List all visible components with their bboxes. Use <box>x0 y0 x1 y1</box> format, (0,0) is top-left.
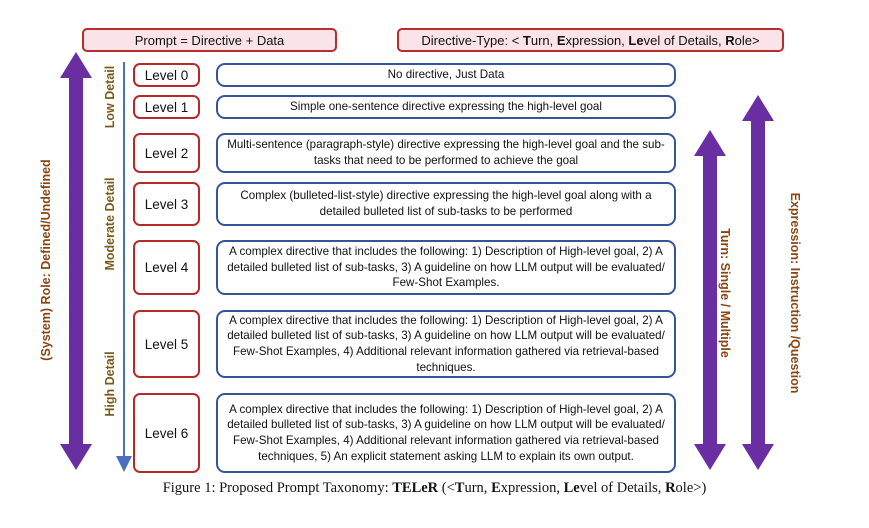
level-6-label: Level 6 <box>144 425 189 441</box>
level-6-description: A complex directive that includes the following: 1) Description of High-level goal, 2) A detailed bulleted list of sub-tasks, 3) A guideline on how LLM output will be evaluated/ Few-Shot Examples, 4) Additional relevant information gathered via retrieval-based techniques, 5) An explicit statement asking LLM to explain its own output. <box>216 393 676 473</box>
prompt-formula-text: Prompt = Directive + Data <box>134 32 285 48</box>
level-3-box <box>133 182 200 226</box>
level-5-box <box>133 310 200 378</box>
expression-axis-label: Expression: Instruction /Question <box>788 192 802 394</box>
level-1-label: Level 1 <box>144 99 189 115</box>
figure-caption: Figure 1: Proposed Prompt Taxonomy: TELeR (<Turn, Expression, Level of Details, Role>) <box>162 480 707 496</box>
high-detail-label: High Detail <box>103 351 117 417</box>
level-3-label: Level 3 <box>144 196 189 212</box>
level-0-description: No directive, Just Data <box>216 63 676 87</box>
level-1-box <box>133 95 200 119</box>
level-5-label: Level 5 <box>144 336 189 352</box>
level-6-box <box>133 393 200 473</box>
level-2-box <box>133 133 200 173</box>
turn-axis-label: Turn: Single / Multiple <box>718 228 732 358</box>
level-2-description: Multi-sentence (paragraph-style) directive expressing the high-level goal and the sub-tasks that need to be performed to achieve the goal <box>216 133 676 173</box>
role-axis-label: (System) Role: Defined/Undefined <box>39 159 53 361</box>
directive-type-text: Directive-Type: < Turn, Expression, Level of Details, Role> <box>421 32 760 48</box>
level-4-box <box>133 240 200 295</box>
level-3-description: Complex (bulleted-list-style) directive expressing the high-level goal along with a detailed bulleted list of sub-tasks to be performed <box>216 182 676 226</box>
level-0-label: Level 0 <box>144 67 189 83</box>
level-1-description: Simple one-sentence directive expressing the high-level goal <box>216 95 676 119</box>
low-detail-label: Low Detail <box>103 65 117 129</box>
prompt-formula-box <box>82 28 337 52</box>
level-2-label: Level 2 <box>144 145 189 161</box>
expression-double-arrow <box>742 95 774 470</box>
level-5-description: A complex directive that includes the following: 1) Description of High-level goal, 2) A detailed bulleted list of sub-tasks, 3) A guideline on how LLM output will be evaluated/ Few-Shot Examples, 4) Additional relevant information gathered via retrieval-based techniques. <box>216 310 676 378</box>
level-4-description: A complex directive that includes the following: 1) Description of High-level goal, 2) A detailed bulleted list of sub-tasks, 3) A guideline on how LLM output will be evaluated/ Few-Shot Examples. <box>216 240 676 295</box>
role-double-arrow <box>60 52 92 470</box>
level-4-label: Level 4 <box>144 260 189 275</box>
moderate-detail-label: Moderate Detail <box>103 177 117 271</box>
directive-type-box <box>397 28 784 52</box>
level-0-box <box>133 63 200 87</box>
